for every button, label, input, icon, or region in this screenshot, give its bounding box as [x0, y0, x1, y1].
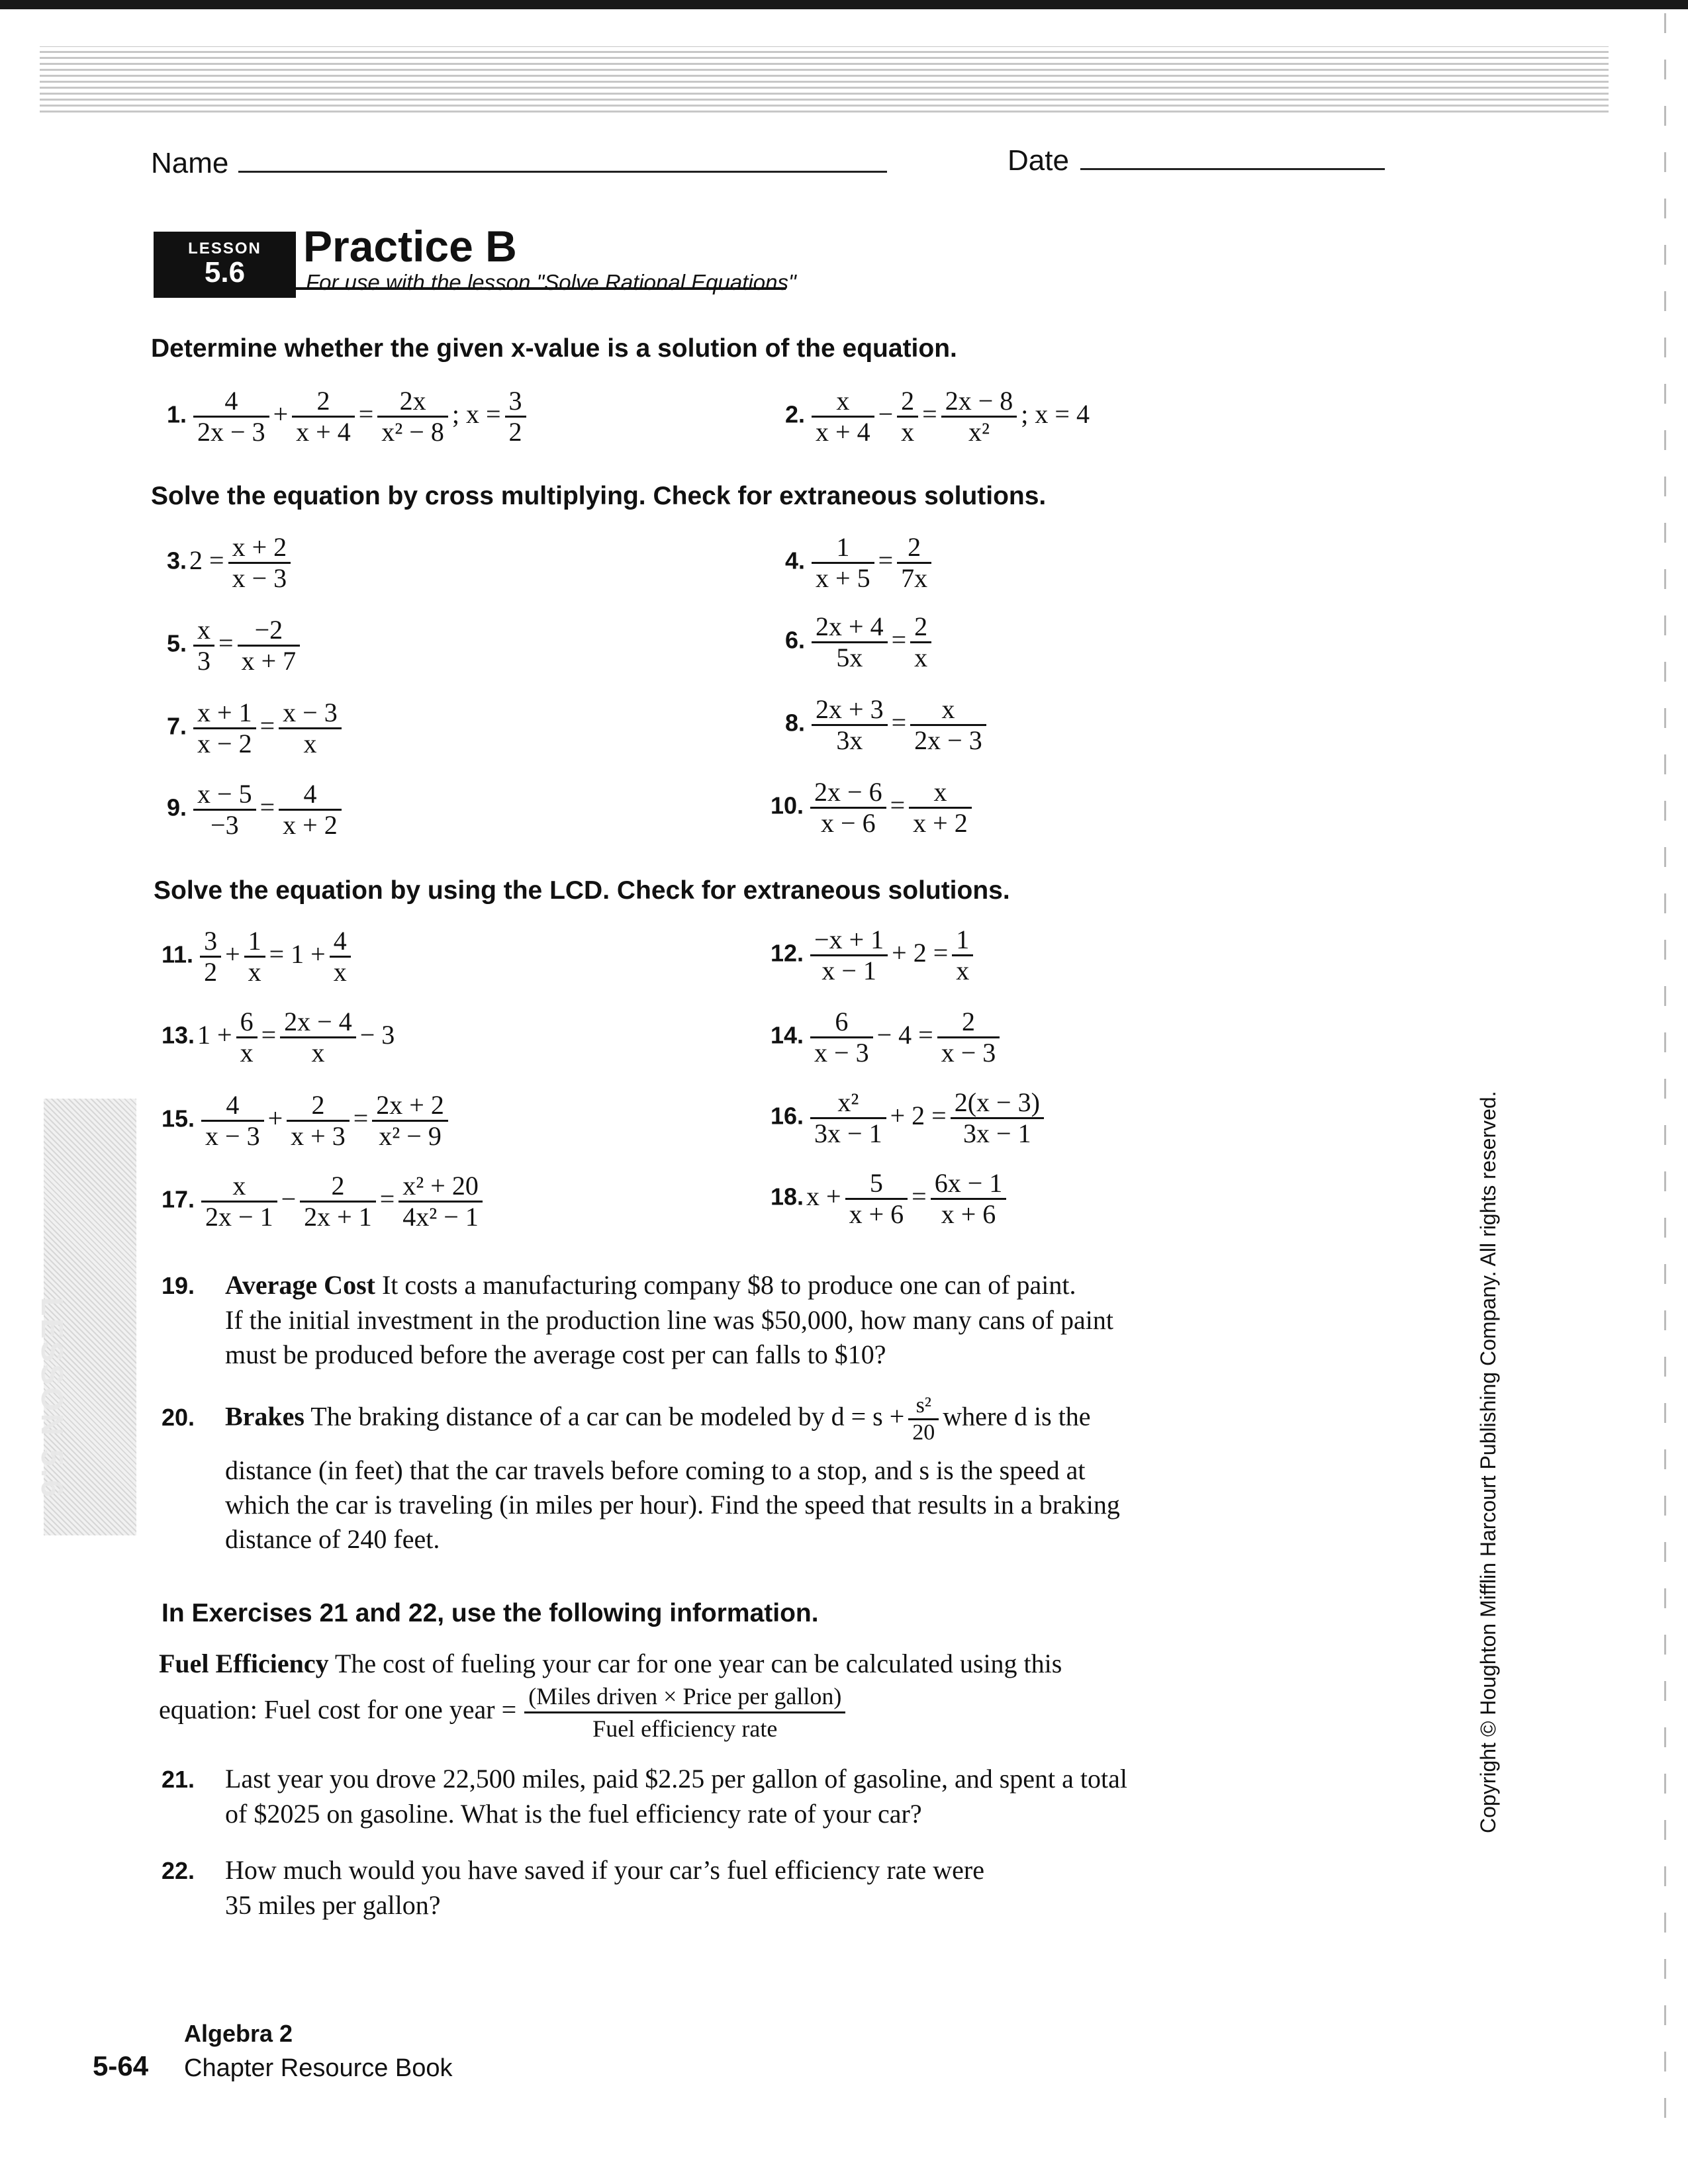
fraction: $\frac{6}{x - 3}$ [810, 1007, 873, 1068]
problem-21: 21. Last year you drove 22,500 miles, paid $2.25 per gallon of gasoline, and spent a total of $2025 on gasoline. What is the fuel efficiency rate of your car? [162, 1764, 1128, 1829]
problem-6: 6. $\frac{2x + 4}{5x}$ = $\frac{2}{x}$ [785, 612, 935, 672]
fraction: $\frac{3}{2}$ [200, 927, 221, 987]
problem-number: 20. [162, 1403, 195, 1431]
fraction: $\frac{2}{x}$ [897, 387, 918, 447]
footer-book: Algebra 2 [184, 2020, 293, 2047]
fraction: $\frac{\text{s²}}{20}$ [908, 1393, 939, 1445]
problem-22: 22. How much would you have saved if your car’s fuel efficiency rate were 35 miles per gallon? [162, 1855, 984, 1920]
fraction: $\frac{-2}{x + 7}$ [238, 615, 301, 676]
problem-16: 16. $\frac{\text{x²}}{3x - 1}$ + 2 = $\frac{2(x - 3)}{3x - 1}$ [771, 1088, 1048, 1148]
problem-number: 17. [162, 1185, 195, 1213]
fraction: $\frac{x + 2}{x - 3}$ [228, 533, 291, 593]
fraction: $\frac{x}{2x - 3}$ [910, 695, 986, 755]
fraction: $\frac{2x - 8}{\text{x²}}$ [941, 387, 1017, 447]
problem-10: 10. $\frac{2x - 6}{x - 6}$ = $\frac{x}{x + 2}$ [771, 778, 976, 838]
fraction: $\frac{3}{2}$ [505, 387, 526, 447]
fraction: $\frac{6x - 1}{x + 6}$ [931, 1169, 1007, 1229]
fraction: $\frac{\text{(Miles driven × Price per gallon)}}{\text{Fuel efficiency rate}}$ [524, 1681, 845, 1744]
section-3-instruction: Solve the equation by using the LCD. Check for extraneous solutions. [154, 876, 1010, 905]
fraction: $\frac{2}{x + 3}$ [287, 1091, 350, 1151]
footer-resource: Chapter Resource Book [184, 2054, 453, 2082]
page-subtitle: For use with the lesson "Solve Rational Equations" [306, 270, 796, 295]
right-margin-line [1664, 13, 1666, 2131]
problem-number: 10. [771, 792, 804, 819]
fuel-efficiency-info: Fuel Efficiency The cost of fueling your car for one year can be calculated using this [159, 1649, 1062, 1678]
problem-8: 8. $\frac{2x + 3}{3x}$ = $\frac{x}{2x - 3}$ [785, 695, 990, 755]
problem-7: 7. $\frac{x + 1}{x - 2}$ = $\frac{x - 3}{x}$ [167, 698, 346, 758]
fraction: $\frac{2}{x + 4}$ [292, 387, 355, 447]
fraction: $\frac{x + 1}{x - 2}$ [193, 698, 256, 758]
problem-number: 5. [167, 629, 187, 657]
fraction: $\frac{4}{x + 2}$ [279, 780, 342, 840]
fraction: $\frac{2x + 3}{3x}$ [812, 695, 888, 755]
fraction: $\frac{2}{x}$ [910, 612, 931, 672]
footer-page-number: 5-64 [93, 2050, 149, 2081]
name-field[interactable] [238, 171, 887, 173]
fraction: $\frac{5}{x + 6}$ [845, 1169, 908, 1229]
fraction: $\frac{2x + 2}{\text{x² − 9}}$ [372, 1091, 448, 1151]
fraction: $\frac{4}{x}$ [330, 927, 351, 987]
fraction: $\frac{\text{x² + 20}}{\text{4x² − 1}}$ [399, 1171, 483, 1232]
section-4-instruction: In Exercises 21 and 22, use the following information. [162, 1599, 819, 1627]
fraction: $\frac{\text{x²}}{3x - 1}$ [810, 1088, 886, 1148]
problem-9: 9. $\frac{x - 5}{-3}$ = $\frac{4}{x + 2}$ [167, 780, 346, 840]
fraction: $\frac{2}{7x}$ [897, 533, 931, 593]
fraction: $\frac{2}{x - 3}$ [937, 1007, 1000, 1068]
problem-number: 14. [771, 1021, 804, 1049]
problem-11: 11. $\frac{3}{2}$ + $\frac{1}{x}$ = 1 + $\frac{4}{x}$ [162, 927, 355, 987]
problem-12: 12. $\frac{-x + 1}{x - 1}$ + 2 = $\frac{1}{x}$ [771, 925, 977, 985]
problem-title: Average Cost [225, 1270, 375, 1300]
page-title: Practice B [303, 222, 517, 271]
fraction: $\frac{4}{x - 3}$ [201, 1091, 264, 1151]
problem-number: 9. [167, 794, 187, 821]
problem-number: 4. [785, 547, 806, 574]
fraction: $\frac{6}{x}$ [236, 1007, 258, 1068]
problem-number: 1. [167, 400, 187, 428]
problem-number: 15. [162, 1105, 195, 1132]
problem-title: Brakes [225, 1401, 305, 1432]
copyright-notice: Copyright © Houghton Mifflin Harcourt Publishing Company. All rights reserved. [1476, 1091, 1500, 1833]
problem-number: 13. [162, 1021, 195, 1049]
problem-17: 17. $\frac{x}{2x - 1}$ − $\frac{2}{2x + 1}$ = $\frac{\text{x² + 20}}{\text{4x² − 1}}$ [162, 1171, 487, 1232]
problem-number: 7. [167, 712, 187, 740]
problem-4: 4. $\frac{1}{x + 5}$ = $\frac{2}{7x}$ [785, 533, 935, 593]
problem-13: 13. 1 + $\frac{6}{x}$ = $\frac{2x - 4}{x}$ − 3 [162, 1007, 395, 1068]
problem-2: 2. $\frac{x}{x + 4}$ − $\frac{2}{x}$ = $\frac{2x - 8}{\text{x²}}$ ; x = 4 [785, 386, 1090, 447]
problem-number: 6. [785, 626, 806, 654]
fraction: $\frac{-x + 1}{x - 1}$ [810, 925, 888, 985]
problem-number: 19. [162, 1272, 195, 1299]
fraction: $\frac{2}{2x + 1}$ [300, 1171, 376, 1232]
fraction: $\frac{2x - 4}{x}$ [280, 1007, 356, 1068]
header-hatch-band [40, 46, 1609, 113]
problem-14: 14. $\frac{6}{x - 3}$ − 4 = $\frac{2}{x - 3}$ [771, 1007, 1004, 1068]
lesson-number: 5.6 [204, 256, 246, 289]
fraction: $\frac{1}{x + 5}$ [812, 533, 874, 593]
fraction: $\frac{2(x - 3)}{3x - 1}$ [951, 1088, 1044, 1148]
problem-18: 18. x + $\frac{5}{x + 6}$ = $\frac{6x - 1}{x + 6}$ [771, 1169, 1010, 1229]
fraction: $\frac{2x + 4}{5x}$ [812, 612, 888, 672]
lesson-label: LESSON [188, 240, 261, 257]
problem-19: 19. Average Cost It costs a manufacturing company $8 to produce one can of paint. If the initial investment in the production line was $50,000, how many cans of paint must be produced before the average cost per can falls to $10? [162, 1270, 1113, 1369]
side-lesson-tab [35, 1099, 136, 1535]
problem-number: 16. [771, 1102, 804, 1130]
problem-3: 3. 2 = $\frac{x + 2}{x - 3}$ [167, 533, 295, 593]
problem-number: 18. [771, 1183, 804, 1210]
fraction: $\frac{x - 3}{x}$ [279, 698, 342, 758]
problem-number: 2. [785, 400, 806, 428]
problem-5: 5. $\frac{x}{3}$ = $\frac{-2}{x + 7}$ [167, 615, 304, 676]
fraction: $\frac{x}{2x - 1}$ [201, 1171, 277, 1232]
fraction: $\frac{x}{x + 2}$ [909, 778, 972, 838]
name-label: Name [151, 147, 229, 179]
side-tab-text: LESSON 5.6 [35, 1297, 70, 1500]
fraction: $\frac{2x - 6}{x - 6}$ [810, 778, 886, 838]
problem-number: 3. [167, 547, 187, 574]
section-2-instruction: Solve the equation by cross multiplying. Check for extraneous solutions. [151, 482, 1047, 510]
fraction: $\frac{x}{x + 4}$ [812, 387, 874, 447]
problem-number: 22. [162, 1857, 195, 1884]
fuel-equation: equation: Fuel cost for one year = $\frac{\text{(Miles driven × Price per gallon)}}{\text{Fuel efficiency rate}}$ [159, 1681, 849, 1744]
fraction: $\frac{1}{x}$ [244, 927, 265, 987]
fraction: $\frac{2x}{\text{x² − 8}}$ [377, 387, 448, 447]
problem-number: 12. [771, 939, 804, 967]
problem-15: 15. $\frac{4}{x - 3}$ + $\frac{2}{x + 3}$ = $\frac{2x + 2}{\text{x² − 9}}$ [162, 1091, 452, 1151]
fuel-title: Fuel Efficiency [159, 1649, 329, 1678]
fraction: $\frac{x}{3}$ [193, 615, 214, 676]
top-scan-bar [0, 0, 1688, 9]
problem-1: 1. $\frac{4}{2x - 3}$ + $\frac{2}{x + 4}$ = $\frac{2x}{\text{x² − 8}}$ ; x = $\frac{3}{2}$ [167, 387, 530, 447]
problem-number: 11. [162, 940, 194, 968]
problem-20: 20. Brakes The braking distance of a car can be modeled by d = s + $\frac{\text{s²}}{20}$ where d is the [162, 1393, 1091, 1445]
fraction: $\frac{x - 5}{-3}$ [193, 780, 256, 840]
problem-20-continued: distance (in feet) that the car travels before coming to a stop, and s is the speed at which the car is traveling (in miles per hour). Find the speed that results in a braking distance of 240 feet. [225, 1455, 1120, 1554]
problem-number: 8. [785, 709, 806, 737]
fraction: $\frac{1}{x}$ [952, 925, 973, 985]
date-label: Date [1008, 144, 1069, 177]
problem-number: 21. [162, 1766, 195, 1793]
lesson-badge [154, 232, 296, 298]
section-1-instruction: Determine whether the given x-value is a solution of the equation. [151, 334, 957, 363]
fraction: $\frac{4}{2x - 3}$ [193, 387, 269, 447]
date-field[interactable] [1080, 168, 1385, 170]
